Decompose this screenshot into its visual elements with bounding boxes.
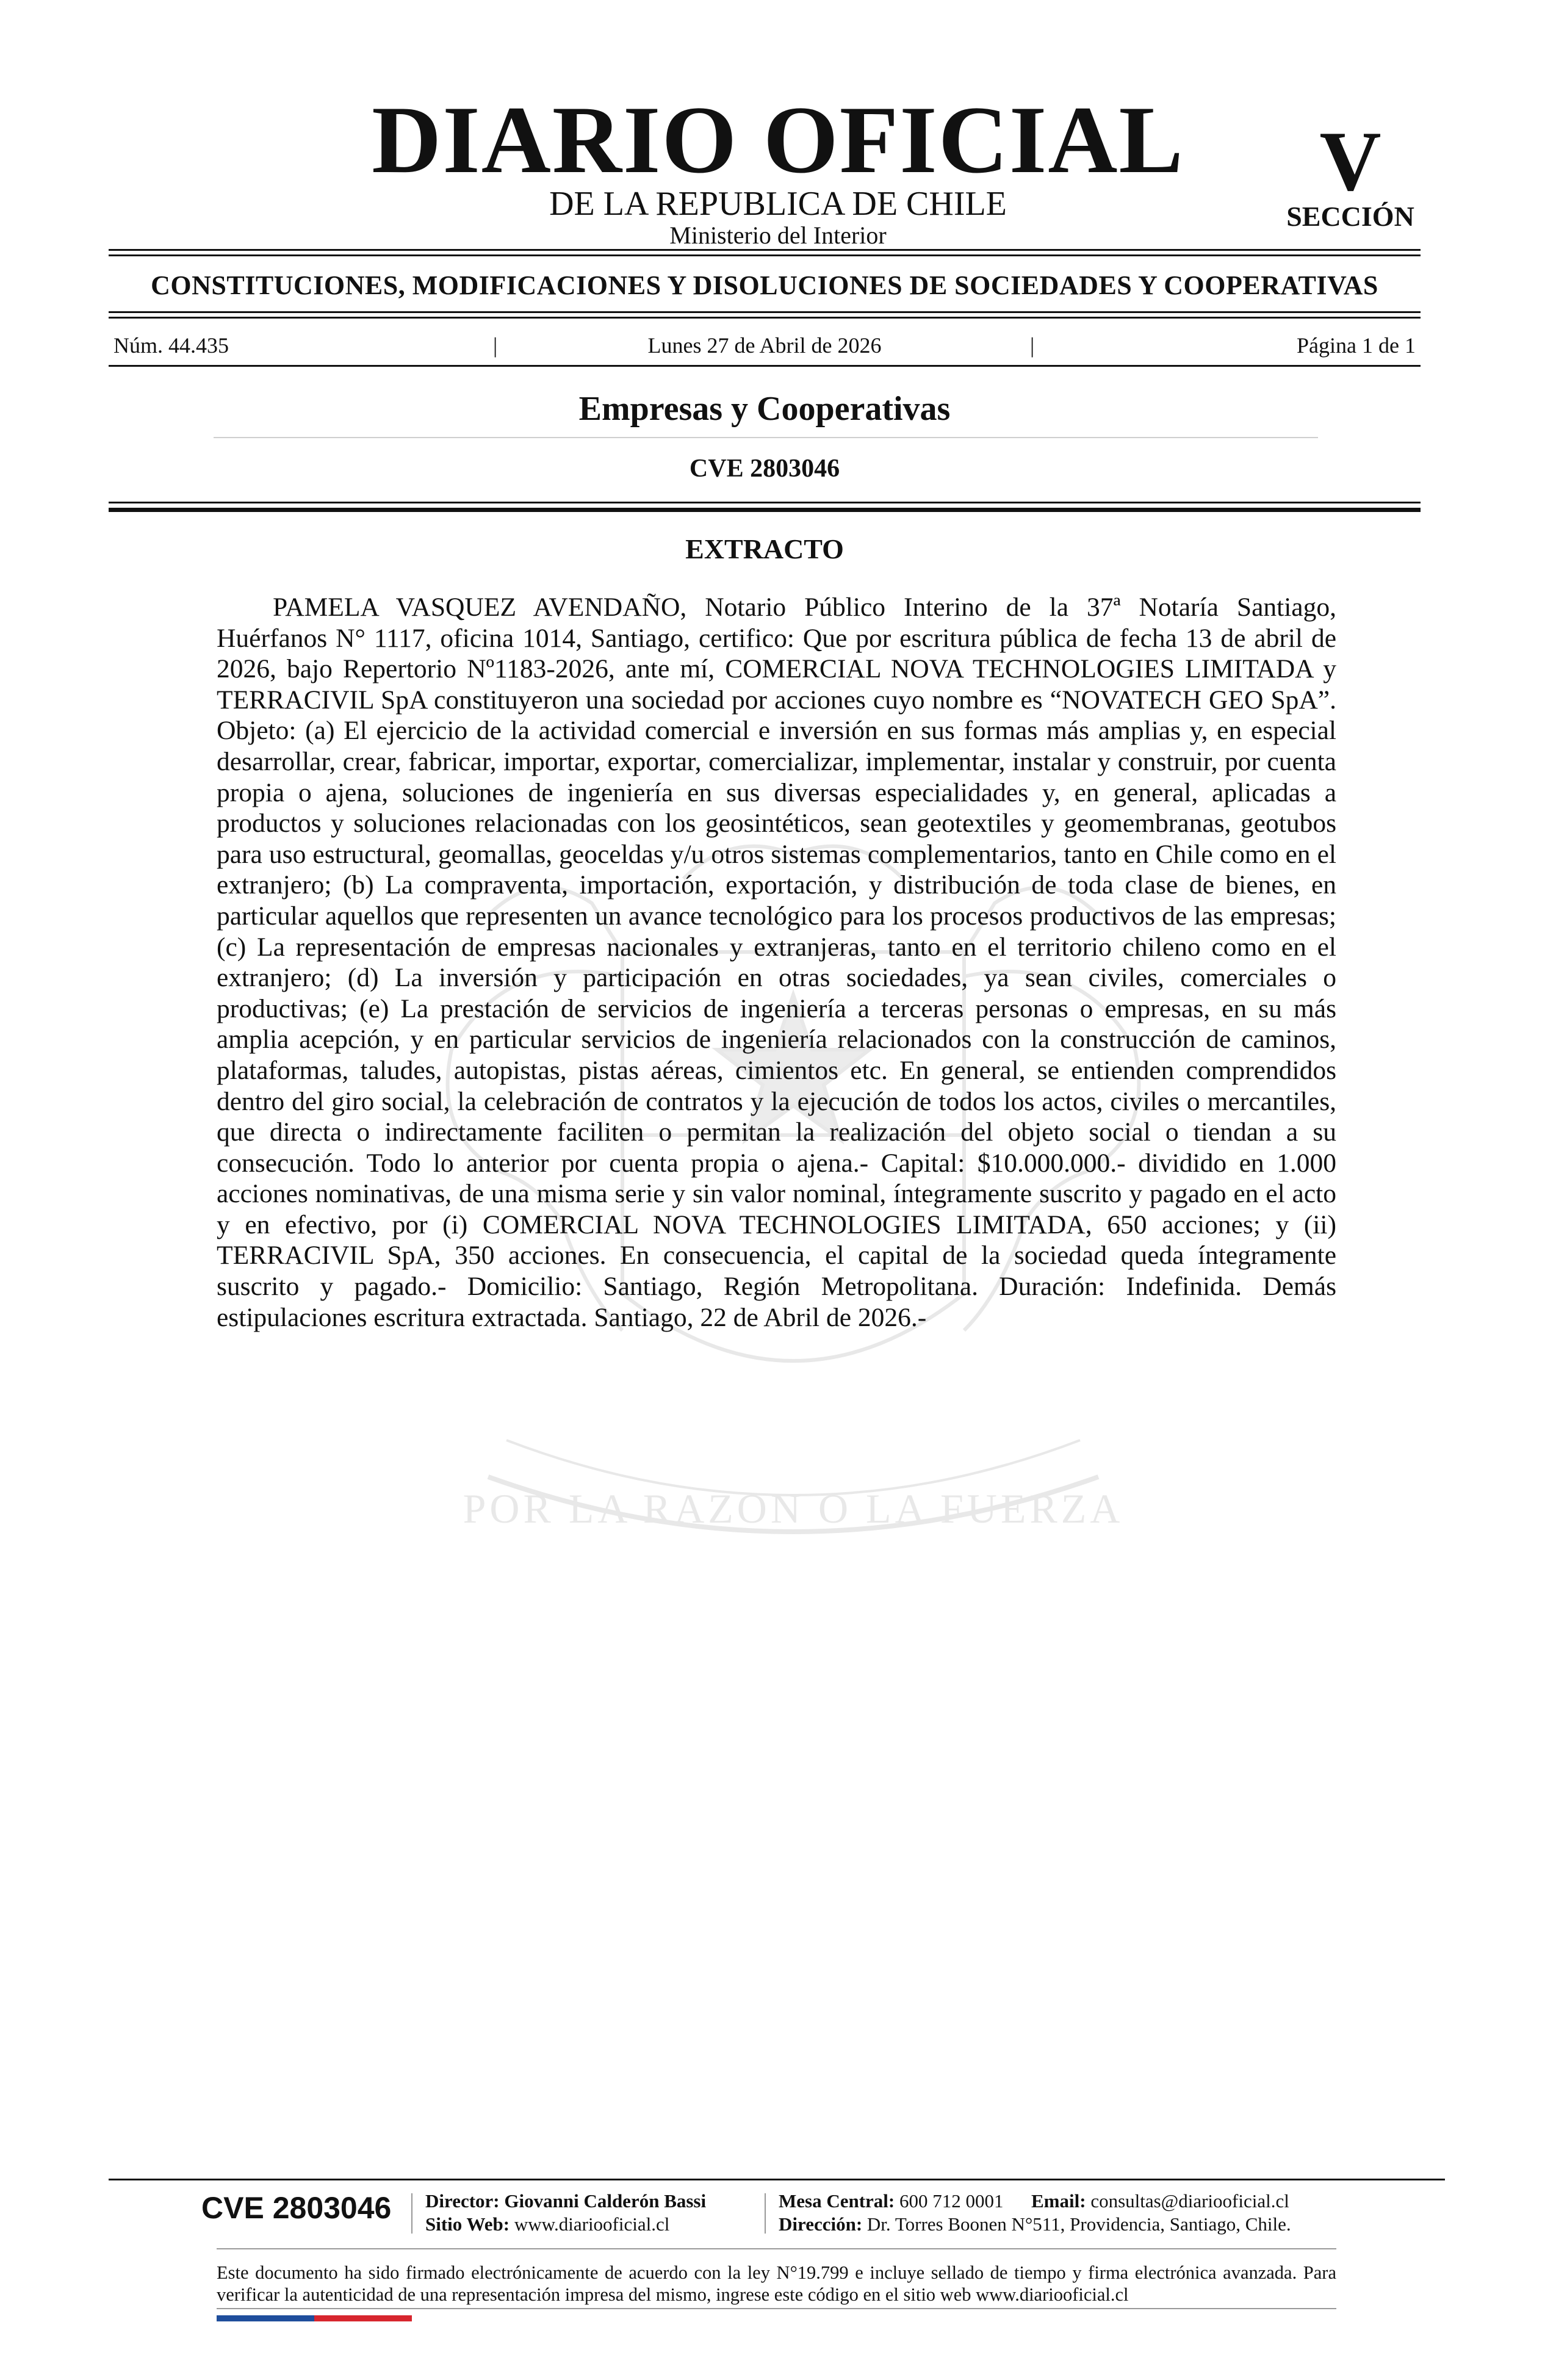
meta-separator: | — [1030, 333, 1035, 358]
section-marker — [1280, 114, 1421, 232]
footer-separator — [765, 2193, 766, 2234]
section-heading: Empresas y Cooperativas — [578, 390, 951, 428]
category-heading: CONSTITUCIONES, MODIFICACIONES Y DISOLUCIONES DE SOCIEDADES Y COOPERATIVAS — [151, 270, 1378, 300]
footer-divider — [109, 2179, 1445, 2180]
footer-director-block — [425, 2190, 773, 2236]
address-label: Dirección: — [779, 2213, 863, 2235]
director-name: Giovanni Calderón Bassi — [504, 2190, 707, 2212]
issue-meta-row — [109, 330, 1421, 361]
newspaper-subtitle: DE LA REPUBLICA DE CHILE — [549, 185, 1007, 223]
ministry-label: Ministerio del Interior — [669, 222, 887, 249]
masthead-divider — [109, 249, 1421, 256]
watermark-motto: POR LA RAZON O LA FUERZA — [463, 1485, 1124, 1532]
phone-label: Mesa Central: — [779, 2190, 895, 2212]
footer-bottom-divider — [217, 2308, 1336, 2309]
flag-stripe-red — [314, 2315, 412, 2321]
footer-cve-code: CVE 2803046 — [201, 2191, 392, 2225]
issue-number: Núm. 44.435 — [113, 333, 229, 358]
cve-divider-bottom — [109, 508, 1421, 512]
meta-divider — [109, 365, 1421, 367]
footer-contact-block — [779, 2190, 1358, 2236]
heading-divider — [214, 437, 1318, 438]
email-label: Email: — [1031, 2190, 1086, 2212]
cve-code: CVE 2803046 — [689, 455, 840, 483]
meta-separator: | — [493, 333, 498, 358]
phone-value: 600 712 0001 — [899, 2190, 1004, 2212]
section-label: SECCIÓN — [1286, 201, 1414, 232]
extract-body: PAMELA VASQUEZ AVENDAÑO, Notario Público Interino de la 37ª Notaría Santiago, Huérfanos N° 1117, oficina 1014, Santiago, certifico: Que por escritura pública de fecha 13 de abril de 2026, bajo Repertorio Nº1183-2026, ante mí, COMERCIAL NOVA TECHNOLOGIES LIMITADA y TERRACIVIL SpA constituyeron una sociedad por acciones cuyo nombre es “NOVATECH GEO SpA”. Objeto: (a) El ejercicio de la actividad comercial e inversión en sus formas más amplias y, en especial desarrollar, crear, fabricar, importar, exportar, comercializar, implementar, instalar y construir, por cuenta propia o ajena, soluciones de ingeniería en sus diversas especialidades y, en general, aplicadas a productos y soluciones relacionadas con los geosintéticos, sean geotextiles y geomembranas, geotubos para uso estructural, geomallas, geoceldas y/u otros sistemas complementarios, tanto en Chile como en el extranjero; (b) La compraventa, importación, exportación, y distribución de toda clase de bienes, en particular aquellos que representen un avance tecnológico para los procesos productivos de las empresas; (c) La representación de empresas nacionales y extranjeras, tanto en el territorio chileno como en el extranjero; (d) La inversión y participación en otras sociedades, ya sean civiles, comerciales o productivas; (e) La prestación de servicios de ingeniería a terceras personas o empresas, en su más amplia acepción, y en particular servicios de ingeniería relacionados con la construcción de caminos, plataformas, taludes, autopistas, pistas aéreas, cimientos etc. En general, se entienden comprendidos dentro del giro social, la celebración de contratos y la ejecución de todos los actos, civiles o mercantiles, que directa o indirectamente faciliten o permitan la realización del objeto social o tiendan a su consecución. Todo lo anterior por cuenta propia o ajena.- Capital: $10.000.000.- dividido en 1.000 acciones nominativas, de una misma serie y sin valor nominal, íntegramente suscrito y pagado en el acto y en efectivo, por (i) COMERCIAL NOVA TECHNOLOGIES LIMITADA, 650 acciones; y (ii) TERRACIVIL SpA, 350 acciones. En consecuencia, el capital de la sociedad queda íntegramente suscrito y pagado.- Domicilio: Santiago, Región Metropolitana. Duración: Indefinida. Demás estipulaciones escritura extractada. Santiago, 22 de Abril de 2026.- — [217, 593, 1336, 1332]
website-link[interactable]: www.diariooficial.cl — [514, 2213, 670, 2235]
footer-separator — [411, 2193, 412, 2234]
footer-inner-divider — [217, 2248, 1336, 2249]
email-link[interactable]: consultas@diariooficial.cl — [1090, 2190, 1289, 2212]
newspaper-title: DIARIO OFICIAL — [372, 87, 1184, 193]
section-letter: V — [1319, 114, 1381, 209]
category-divider — [109, 311, 1421, 319]
cve-divider-top — [109, 502, 1421, 503]
address-value: Dr. Torres Boonen N°511, Providencia, Santiago, Chile. — [866, 2213, 1291, 2235]
flag-stripe-blue — [217, 2315, 314, 2321]
signature-note: Este documento ha sido firmado electrónicamente de acuerdo con la ley N°19.799 e incluye sellado de tiempo y firma electrónica avanzada. Para verificar la autenticidad de una representación impresa del mismo, ingrese este código en el sitio web www.diariooficial.cl — [217, 2262, 1336, 2305]
director-label: Director: — [425, 2190, 500, 2212]
extract-title: EXTRACTO — [685, 533, 844, 564]
website-label: Sitio Web: — [425, 2213, 510, 2235]
issue-date: Lunes 27 de Abril de 2026 — [647, 333, 882, 358]
page-count: Página 1 de 1 — [1297, 333, 1416, 358]
